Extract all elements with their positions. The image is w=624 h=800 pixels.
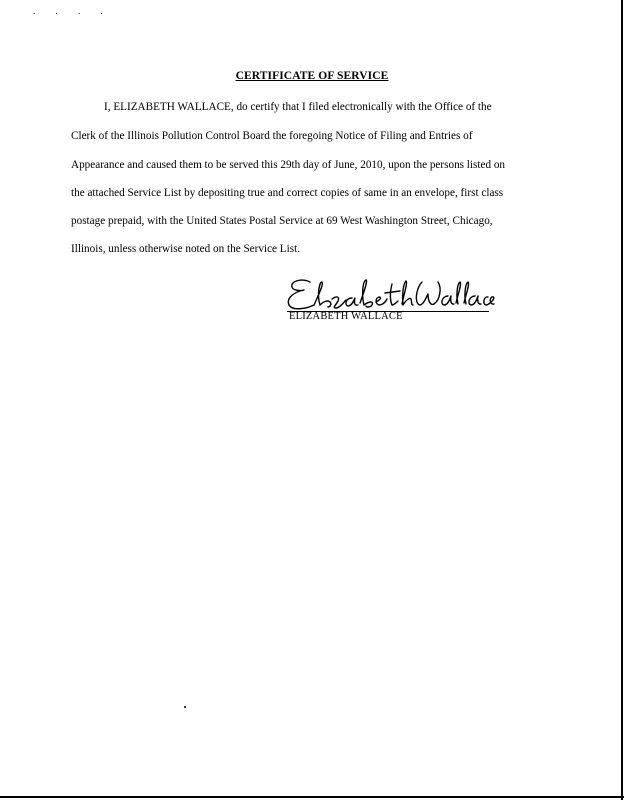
signer-printed-name: ELIZABETH WALLACE <box>289 311 403 322</box>
page-edge-bottom <box>0 796 624 798</box>
body-line-3: Appearance and caused them to be served this 29th day of June, 2010, upon the persons listed on <box>71 159 506 171</box>
page-edge-right <box>621 0 623 800</box>
body-line-6: Illinois, unless otherwise noted on the Service List. <box>71 243 300 255</box>
scan-margin-marks: . . . . <box>33 6 112 16</box>
body-line-1: I, ELIZABETH WALLACE, do certify that I filed electronically with the Office of the <box>104 101 492 113</box>
body-line-5: postage prepaid, with the United States Postal Service at 69 West Washington Street, Chicago, <box>71 215 493 227</box>
scan-artifact-dot <box>184 706 186 708</box>
handwritten-signature <box>280 272 495 316</box>
certificate-title: CERTIFICATE OF SERVICE <box>235 70 389 82</box>
body-line-4: the attached Service List by depositing true and correct copies of same in an envelope, first class <box>71 187 504 199</box>
body-line-2: Clerk of the Illinois Pollution Control Board the foregoing Notice of Filing and Entries of <box>71 130 473 142</box>
